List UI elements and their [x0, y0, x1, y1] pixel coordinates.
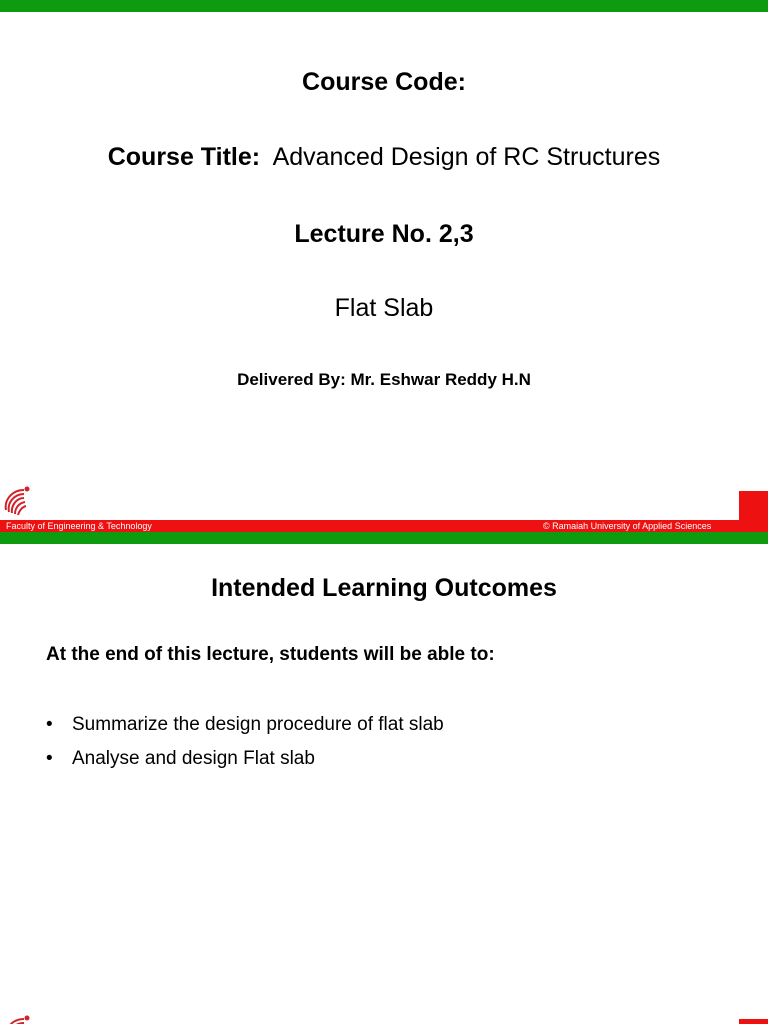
course-title-line [0, 143, 768, 172]
outcomes-list [46, 708, 444, 776]
lecture-number: Lecture No. 2,3 [294, 220, 474, 248]
lecture-topic: Flat Slab [334, 294, 434, 322]
course-title-value: Advanced Design of RC Structures [272, 143, 661, 171]
outcomes-intro: At the end of this lecture, students will be able to: [46, 644, 495, 665]
delivered-by: Delivered By: Mr. Eshwar Reddy H.N [237, 370, 531, 389]
top-green-bar [0, 532, 768, 544]
course-code-label: Course Code: [302, 68, 466, 96]
outcome-text: Analyse and design Flat slab [72, 748, 315, 769]
slide-title: Intended Learning Outcomes [211, 574, 557, 602]
bullet-icon: • [46, 714, 53, 735]
footer-red-tab [739, 1019, 768, 1024]
footer-faculty-text: Faculty of Engineering & Technology [6, 521, 152, 531]
course-title-label: Course Title: [107, 143, 261, 171]
university-logo-icon [2, 484, 32, 518]
outcome-text: Summarize the design procedure of flat slab [72, 714, 444, 735]
university-logo-icon [2, 1013, 32, 1024]
bullet-icon: • [46, 748, 53, 769]
top-green-bar [0, 0, 768, 12]
learning-outcomes-slide [0, 532, 768, 1024]
footer-copyright-text: © Ramaiah University of Applied Sciences [543, 521, 712, 531]
list-item [46, 742, 444, 776]
footer-red-tab [739, 491, 768, 521]
list-item [46, 708, 444, 742]
